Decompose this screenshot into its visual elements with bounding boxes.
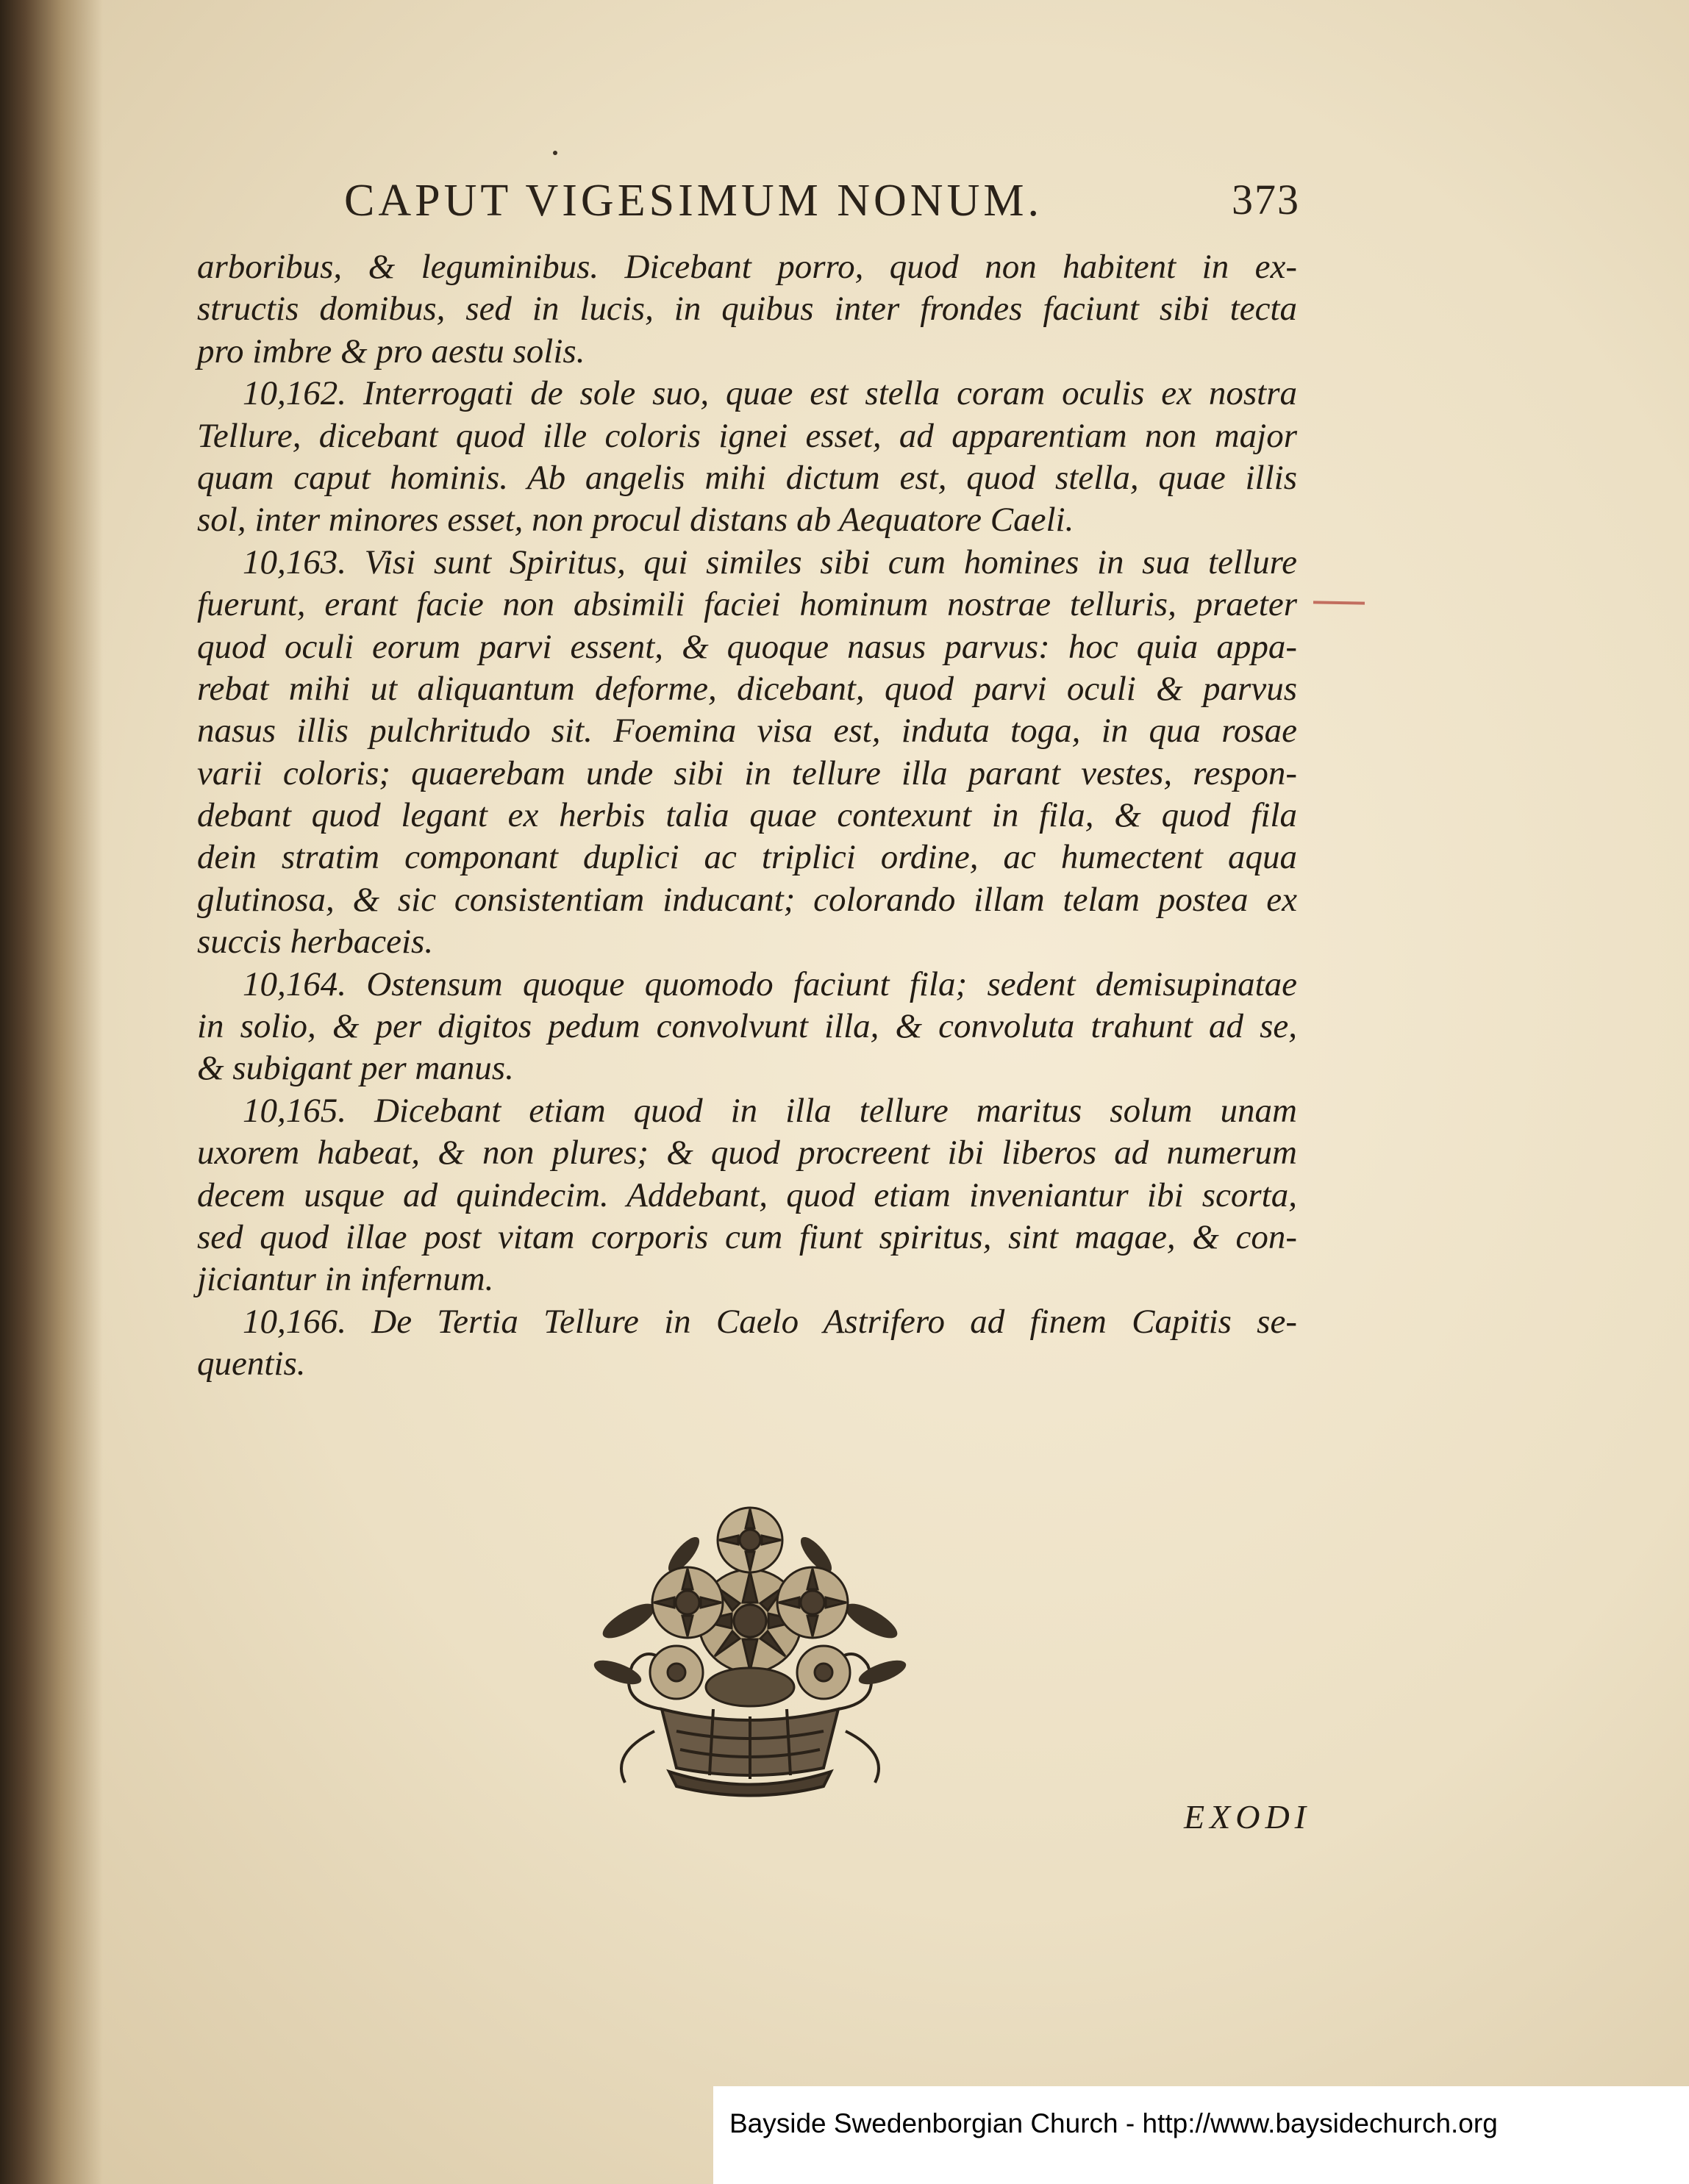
text-line: sol, inter minores esset, non procul distans ab Aequatore Caeli. bbox=[197, 501, 1074, 540]
text-line: quod oculi eorum parvi essent, & quoque nasus parvus: hoc quia appa- bbox=[197, 627, 1297, 666]
text-line: succis herbaceis. bbox=[197, 923, 434, 962]
chapter-title: CAPUT VIGESIMUM NONUM. bbox=[344, 176, 1043, 226]
text-line: arboribus, & leguminibus. Dicebant porro, quod non habitent in ex- bbox=[197, 248, 1297, 286]
text-line: in solio, & per digitos pedum convolvunt illa, & convoluta trahunt ad se, bbox=[197, 1007, 1297, 1046]
text-line: varii coloris; quaerebam unde sibi in tellure illa parant vestes, respon- bbox=[197, 753, 1297, 792]
text-line: jiciantur in infernum. bbox=[197, 1260, 494, 1299]
header-ornament-dot bbox=[553, 151, 557, 155]
text-line: glutinosa, & sic consistentiam inducant; colorando illam telam postea ex bbox=[197, 880, 1297, 919]
text-line: pro imbre & pro aestu solis. bbox=[197, 332, 585, 370]
paragraph-start-10165: 10,165. Dicebant etiam quod in illa tellure maritus solum unam bbox=[243, 1091, 1297, 1130]
running-head bbox=[344, 175, 1300, 234]
binding-gutter bbox=[0, 0, 103, 2184]
text-line: debant quod legant ex herbis talia quae contexunt in fila, & quod fila bbox=[197, 796, 1297, 835]
text-line: structis domibus, sed in lucis, in quibus inter frondes faciunt sibi tecta bbox=[197, 290, 1297, 329]
page-number: 373 bbox=[1232, 176, 1300, 223]
text-line: sed quod illae post vitam corporis cum fiunt spiritus, sint magae, & con- bbox=[197, 1217, 1297, 1256]
paragraph-start-10162: 10,162. Interrogati de sole suo, quae est stella coram oculis ex nostra bbox=[243, 374, 1297, 413]
text-line: rebat mihi ut aliquantum deforme, dicebant, quod parvi oculi & parvus bbox=[197, 669, 1297, 708]
body-text bbox=[197, 246, 1297, 1386]
text-line: quentis. bbox=[197, 1345, 306, 1383]
text-line: decem usque ad quindecim. Addebant, quod etiam inveniantur ibi scorta, bbox=[197, 1175, 1297, 1214]
paragraph-start-10164: 10,164. Ostensum quoque quomodo faciunt fila; sedent demisupinatae bbox=[243, 964, 1297, 1003]
footer-credit: Bayside Swedenborgian Church - http://www.baysidechurch.org bbox=[729, 2108, 1498, 2138]
paragraph-start-10166: 10,166. De Tertia Tellure in Caelo Astrifero ad finem Capitis se- bbox=[243, 1302, 1297, 1341]
margin-pencil-mark bbox=[1313, 601, 1365, 604]
text-line: fuerunt, erant facie non absimili faciei hominum nostrae telluris, praeter bbox=[197, 585, 1297, 624]
paragraph-start-10163: 10,163. Visi sunt Spiritus, qui similes sibi cum homines in sua tellure bbox=[243, 543, 1297, 581]
text-line: uxorem habeat, & non plures; & quod procreent ibi liberos ad numerum bbox=[197, 1134, 1297, 1172]
catchword: EXODI bbox=[1184, 1798, 1311, 1836]
text-line: Tellure, dicebant quod ille coloris ignei esset, ad apparentiam non major bbox=[197, 416, 1297, 455]
text-line: dein stratim componant duplici ac triplici ordine, ac humectent aqua bbox=[197, 838, 1297, 877]
flower-basket-ornament-icon bbox=[566, 1489, 934, 1812]
text-line: nasus illis pulchritudo sit. Foemina visa est, induta toga, in qua rosae bbox=[197, 712, 1297, 751]
text-line: quam caput hominis. Ab angelis mihi dictum est, quod stella, quae illis bbox=[197, 458, 1297, 497]
text-line: & subigant per manus. bbox=[197, 1049, 514, 1088]
